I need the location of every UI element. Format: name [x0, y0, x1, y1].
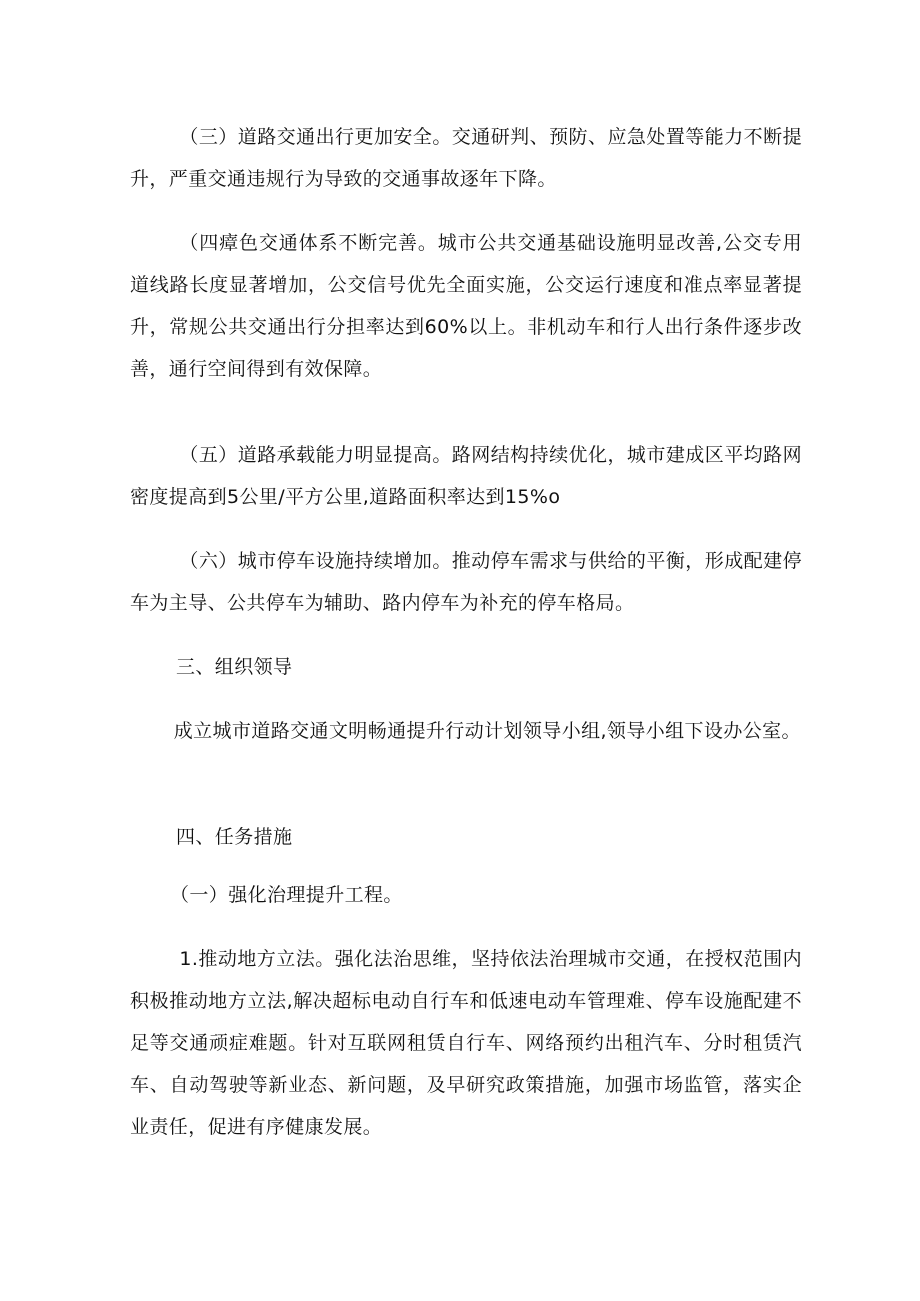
section-heading-organization: 三、组织领导: [176, 656, 293, 678]
paragraph-green-transport: （四瘴色交通体系不断完善。城市公共交通基础设施明显改善,公交专用道线路长度显著增加，公交信号优先全面实施，公交运行速度和准点率显著提升，常规公共交通出行分担率达到60%以上。非机动车和行人出行条件逐步改善，通行空间得到有效保障。: [130, 232, 802, 380]
paragraph-leadership-group: 成立城市道路交通文明畅通提升行动计划领导小组,领导小组下设办公室。: [173, 720, 801, 742]
section-heading-tasks: 四、任务措施: [176, 826, 293, 848]
subsection-heading-governance: （一）强化治理提升工程。: [170, 884, 403, 906]
paragraph-local-legislation: 1.推动地方立法。强化法治思维，坚持依法治理城市交通，在授权范围内积极推动地方立法,解决超标电动自行车和低速电动车管理难、停车设施配建不足等交通顽症难题。针对互联网租赁自行车、网络预约出租汽车、分时租赁汽车、自动驾驶等新业态、新问题，及早研究政策措施，加强市场监管，落实企业责任，促进有序健康发展。: [130, 948, 802, 1138]
paragraph-road-safety: （三）道路交通出行更加安全。交通研判、预防、应急处置等能力不断提升，严重交通违规行为导致的交通事故逐年下降。: [130, 126, 802, 190]
paragraph-road-capacity: （五）道路承载能力明显提高。路网结构持续优化，城市建成区平均路网密度提高到5公里/平方公里,道路面积率达到15%o: [130, 444, 802, 508]
paragraph-parking-facilities: （六）城市停车设施持续增加。推动停车需求与供给的平衡，形成配建停车为主导、公共停车为辅助、路内停车为补充的停车格局。: [130, 550, 802, 614]
